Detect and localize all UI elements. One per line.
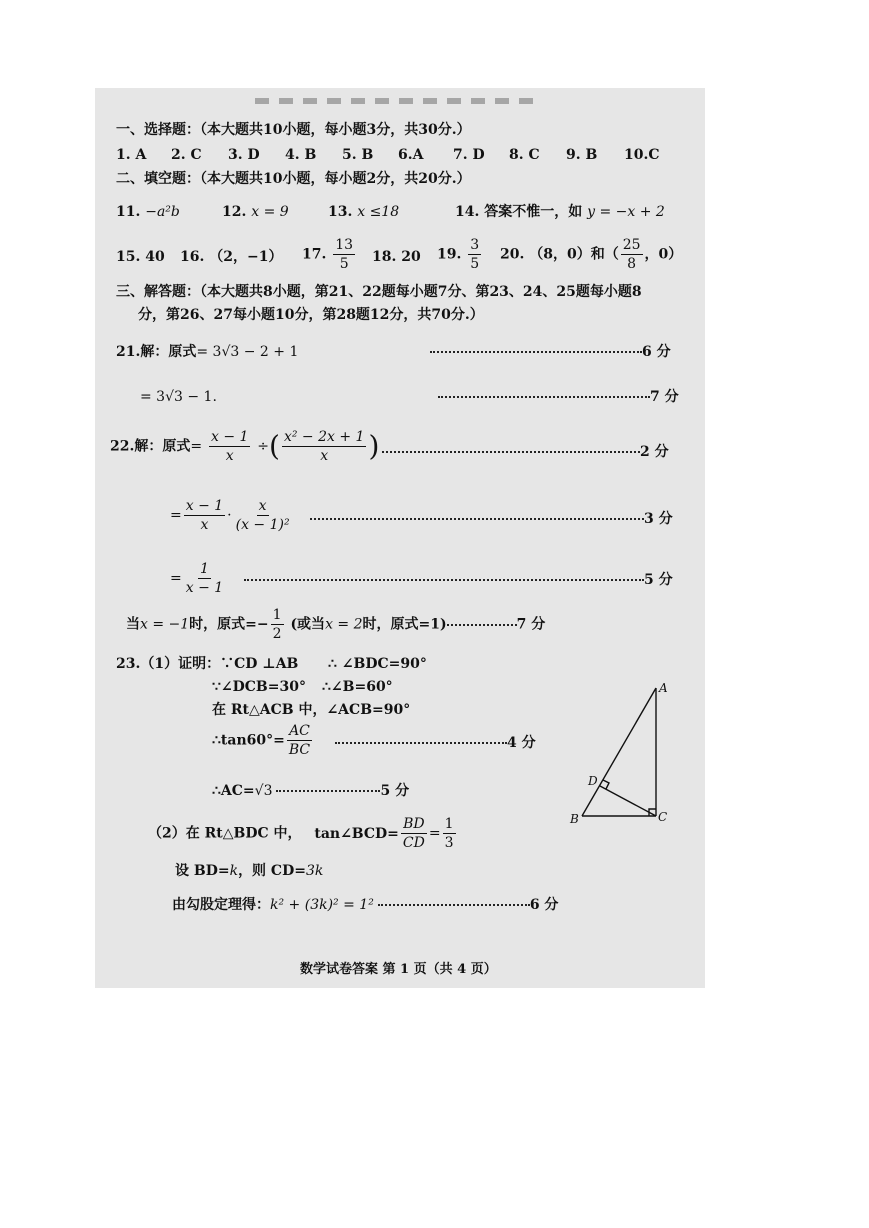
q23-p2-label: （2）在 Rt△BDC 中， [148, 825, 302, 842]
q11-value: −a²b [145, 204, 180, 220]
label-d: D [588, 774, 598, 788]
q23-p2-frac [401, 815, 427, 852]
q17-num: 13 [335, 237, 354, 253]
answer-9: 9. B [566, 147, 598, 163]
q20-num: 25 [622, 237, 641, 253]
q21-label: 21.解：原式 [116, 344, 197, 360]
q23-line1b: ∴ ∠BDC=90° [328, 656, 427, 672]
q23-p2-rnum: 1 [444, 816, 454, 832]
q21-score2 [438, 388, 679, 406]
answer-20 [500, 236, 682, 273]
answer-10: 10.C [624, 147, 660, 163]
q20-label: 20. （8，0）和（ [500, 246, 619, 263]
q22-c-c: 时，原式=− [189, 616, 269, 633]
q23-score4-value: 4 分 [507, 735, 536, 751]
q22-score2-value: 3 分 [644, 511, 673, 527]
q22-score3 [244, 571, 673, 589]
q21-score2-value: 7 分 [650, 389, 679, 405]
section3-heading-line2: 分，第26、27每小题10分，第28题12分，共70分.） [138, 307, 484, 323]
answer-6: 6.A [398, 147, 424, 163]
q23-part2 [148, 815, 458, 852]
q21-step1 [116, 343, 298, 361]
q23-line3: 在 Rt△ACB 中，∠ACB=90° [212, 702, 411, 718]
leader-dots [335, 742, 507, 744]
q23-score4 [335, 734, 536, 752]
section2-heading: 二、填空题：（本大题共10小题，每小题2分，共20分.） [116, 171, 471, 187]
answer-17 [302, 236, 357, 273]
q12-label: 12. [222, 204, 247, 220]
q19-fraction [468, 236, 481, 273]
q23-line4 [212, 722, 314, 759]
q22-score3-value: 5 分 [644, 572, 673, 588]
leader-dots [447, 624, 517, 626]
q22-score4-value: 7 分 [516, 616, 546, 633]
answer-12 [222, 203, 289, 221]
answer-11 [116, 203, 180, 221]
answer-19 [437, 236, 483, 273]
q23-line2a: ∵∠DCB=30° [212, 679, 306, 695]
answer-2: 2. C [171, 147, 202, 163]
q22-c-e: x = 2 [325, 616, 363, 633]
q23-py-expr: k² + (3k)² = 1² [270, 897, 374, 913]
cut-off-header-strip [255, 98, 535, 104]
q22-c-b: x = −1 [140, 616, 190, 633]
q19-den: 5 [470, 256, 480, 272]
q23-score6-value: 6 分 [529, 897, 559, 913]
answer-14 [455, 203, 665, 221]
answer-13 [328, 203, 399, 221]
q22-step1: 22.解：原式= $\frac{x - 1}{x}$ ÷( $\frac{\text{x² − 2x + 1}}{x}$ ) [110, 429, 380, 464]
q22-c-d: (或当 [290, 616, 326, 633]
q23-let-c: 3k [305, 863, 324, 879]
q23-frac-den: BC [288, 742, 311, 758]
q22-c-a: 当 [126, 616, 140, 633]
answer-7: 7. D [453, 147, 485, 163]
scanned-page-background [95, 88, 705, 988]
q21-score1-value: 6 分 [642, 344, 671, 360]
leader-dots [378, 904, 530, 906]
answer-3: 3. D [228, 147, 260, 163]
q23-p2-num: BD [403, 816, 425, 832]
q20-fraction [621, 236, 643, 273]
label-b: B [570, 812, 579, 826]
q13-label: 13. [328, 204, 353, 220]
q20-end: ，0） [644, 246, 683, 263]
answer-16: 16. （2，−1） [180, 249, 283, 265]
page-footer: 数学试卷答案 第 1 页（共 4 页） [300, 962, 497, 977]
q23-line2b: ∴∠B=60° [322, 679, 393, 695]
altitude-cd [600, 786, 656, 816]
leader-dots [310, 518, 644, 520]
answer-8: 8. C [509, 147, 540, 163]
q14-value: y = −x + 2 [587, 204, 665, 220]
answer-4: 4. B [285, 147, 317, 163]
q19-label: 19. [437, 246, 462, 263]
answer-15: 15. 40 [116, 249, 165, 265]
q21-score1 [430, 343, 671, 361]
leader-dots [244, 579, 644, 581]
q23-tan-fraction [287, 722, 312, 759]
q23-tan-label: ∴tan60°= [212, 732, 285, 749]
q21-expr1: = 3√3 − 2 + 1 [196, 344, 299, 360]
q12-value: x = 9 [251, 204, 289, 220]
q22-c-f: 时，原式=1) [362, 616, 447, 633]
q13-value: x ≤18 [357, 204, 400, 220]
label-c: C [658, 810, 668, 824]
q23-frac-num: AC [289, 723, 310, 739]
q23-py-label: 由勾股定理得： [172, 897, 270, 913]
leader-dots [430, 351, 642, 353]
q23-let [175, 862, 323, 880]
q22-label: 22.解：原式 [110, 438, 191, 455]
answer-18: 18. 20 [372, 249, 421, 265]
q19-num: 3 [470, 237, 480, 253]
q22-conclusion: 当x = −1时，原式=− $\frac{1}{2}$ (或当x = 2时，原式=1) 7 分 [126, 607, 546, 642]
q17-den: 5 [339, 256, 349, 272]
q23-pythag [172, 896, 558, 914]
q23-p2-den: CD [402, 835, 425, 851]
q23-let-k: k [229, 863, 239, 879]
q23-ac-value: √3 [254, 783, 273, 799]
q23-ac-label: ∴AC= [212, 783, 255, 799]
q23-p2-tan: tan∠BCD= [314, 825, 399, 842]
q14-label: 14. 答案不惟一，如 [455, 204, 583, 220]
q22-step3: = $\frac{1}{x - 1}$ [170, 561, 224, 596]
leader-dots [382, 451, 640, 453]
q17-fraction [333, 236, 355, 273]
answer-5: 5. B [342, 147, 374, 163]
q11-label: 11. [116, 204, 141, 220]
q23-p2-ratio [443, 815, 456, 852]
label-a: A [659, 681, 668, 695]
answer-1: 1. A [116, 147, 147, 163]
q17-label: 17. [302, 246, 327, 263]
section3-heading-line1: 三、解答题：（本大题共8小题，第21、22题每小题7分、第23、24、25题每小题8 [116, 284, 642, 300]
q22-score1 [382, 443, 669, 461]
q20-den: 8 [627, 256, 637, 272]
q23-score5-value: 5 分 [380, 783, 410, 799]
q23-line1a: 23.（1）证明：∵CD ⊥AB [116, 656, 299, 672]
q23-p2-rden: 3 [444, 835, 454, 851]
leader-dots [438, 396, 650, 398]
q23-line5 [212, 782, 409, 800]
q22-step2: = $\frac{x - 1}{x}$ · $\frac{x}{\text{(x − 1)²}}$ [170, 498, 290, 533]
triangle-figure [560, 678, 680, 828]
q21-step2: = 3√3 − 1. [140, 389, 217, 405]
q22-score1-value: 2 分 [640, 444, 669, 460]
section1-heading: 一、选择题：（本大题共10小题，每小题3分，共30分.） [116, 122, 471, 138]
q23-p2-eq: = [428, 825, 441, 842]
leader-dots [276, 790, 380, 792]
q22-score2 [310, 510, 673, 528]
q23-let-b: ，则 CD= [238, 863, 306, 879]
q23-let-a: 设 BD= [175, 863, 230, 879]
